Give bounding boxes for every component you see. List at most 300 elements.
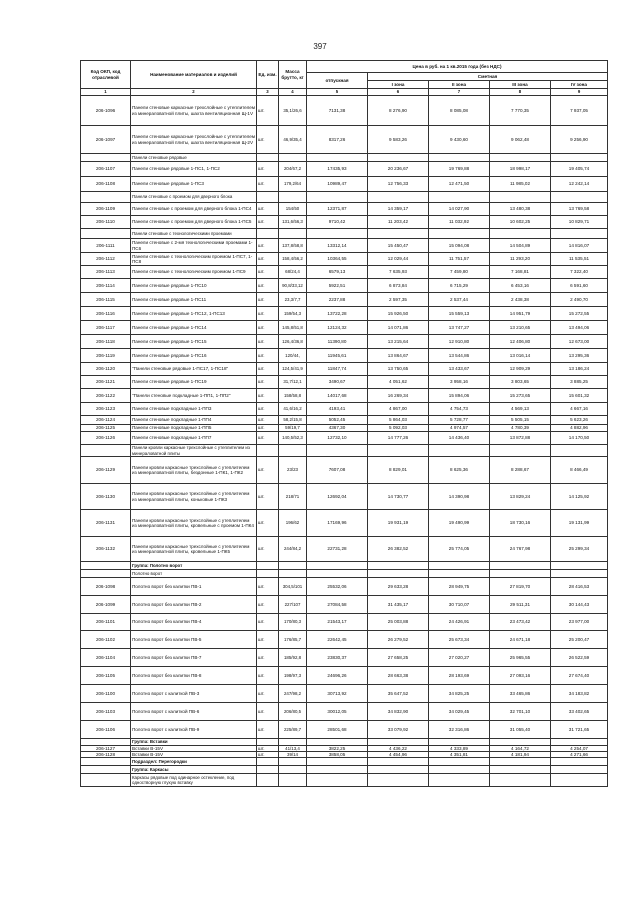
item-name: Панели кровли каркасные трехслойные с утеплителем из минераловатной плиты, коньковые 1-ПК3 [131, 484, 257, 510]
release-price: 7131,38 [307, 96, 368, 126]
item-mass: 35,1/26,6 [279, 96, 307, 126]
release-price: 17435,93 [307, 162, 368, 177]
zone2-price: 11 032,92 [429, 216, 490, 229]
item-code: 206-1113 [81, 266, 131, 279]
table-row [81, 363, 608, 376]
group-row [81, 739, 608, 746]
zone1-price: 14 730,77 [368, 484, 429, 510]
column-number: 9 [551, 89, 608, 96]
empty-cell [490, 445, 551, 457]
table-row [81, 685, 608, 703]
item-unit: шт. [257, 363, 279, 376]
group-row [81, 192, 608, 203]
column-number: 6 [368, 89, 429, 96]
item-unit: шт. [257, 253, 279, 266]
release-price: 5052,45 [307, 416, 368, 425]
zone3-price: 2 438,38 [490, 293, 551, 307]
header-price: Цена в руб. на 1 кв.2015 года (без НДС) [307, 61, 608, 73]
empty-cell [368, 739, 429, 746]
group-title: Полотно ворот [131, 570, 257, 578]
zone2-price: 15 094,08 [429, 239, 490, 253]
group-code-cell [81, 774, 131, 787]
table-body [81, 96, 608, 787]
item-name: Панели стеновые подкладные 1-ПП5 [131, 425, 257, 432]
empty-cell [490, 192, 551, 203]
zone2-price: 5 728,77 [429, 416, 490, 425]
item-mass: 131,6/56,3 [279, 216, 307, 229]
release-price: 3858,05 [307, 752, 368, 758]
item-name: Вставки В-15V [131, 752, 257, 758]
item-unit: шт. [257, 685, 279, 703]
release-price: 7607,08 [307, 457, 368, 484]
release-price: 28501,68 [307, 721, 368, 739]
table-row [81, 596, 608, 614]
item-mass: 126,4/36,8 [279, 335, 307, 349]
column-number: 7 [429, 89, 490, 96]
empty-cell [368, 570, 429, 578]
item-name: Панели стеновые с 2-мя технологическими проемами 1-ПС6 [131, 239, 257, 253]
item-code: 206-1108 [81, 177, 131, 192]
item-name: Панели стеновые каркасные трехслойные с утеплителем из минераловатной плиты, шахта вентиляционная Щ-2V [131, 126, 257, 154]
empty-cell [429, 445, 490, 457]
item-unit: шт. [257, 425, 279, 432]
item-code: 206-1125 [81, 425, 131, 432]
zone3-price: 8 288,67 [490, 457, 551, 484]
empty-cell [429, 229, 490, 239]
item-mass: 158,4/56,2 [279, 253, 307, 266]
zone3-price: 15 273,65 [490, 389, 551, 403]
zone1-price: 29 633,28 [368, 578, 429, 596]
release-price: 9710,42 [307, 216, 368, 229]
release-price: 13312,14 [307, 239, 368, 253]
zone3-price: 12 406,80 [490, 335, 551, 349]
zone1-price: 4 454,96 [368, 752, 429, 758]
group-row [81, 758, 608, 766]
zone3-price: 9 062,48 [490, 126, 551, 154]
group-row [81, 229, 608, 239]
zone1-price: 4 867,00 [368, 403, 429, 416]
release-price: 4193,41 [307, 403, 368, 416]
empty-cell [490, 766, 551, 774]
zone3-price: 29 511,31 [490, 596, 551, 614]
release-price: 11390,80 [307, 335, 368, 349]
zone4-price: 12 673,00 [551, 335, 608, 349]
release-price: 24696,26 [307, 667, 368, 685]
zone3-price: 12 909,29 [490, 363, 551, 376]
item-unit: шт. [257, 537, 279, 562]
page-number: 397 [313, 42, 327, 51]
item-name: Панели стеновые рядовые 1-ПС11 [131, 293, 257, 307]
empty-cell [429, 570, 490, 578]
item-code: 206-1128 [81, 752, 131, 758]
item-code: 206-1130 [81, 484, 131, 510]
release-price: 11847,74 [307, 363, 368, 376]
empty-cell [551, 766, 608, 774]
release-price: 30713,92 [307, 685, 368, 703]
zone3-price: 11 293,20 [490, 253, 551, 266]
item-name: Панели стеновые рядовые 1-ПС12, 1-ПС13 [131, 307, 257, 321]
zone4-price: 13 295,36 [551, 349, 608, 363]
header-zone2: II зона [429, 81, 490, 89]
item-mass: 41,6/16,2 [279, 403, 307, 416]
empty-cell [279, 229, 307, 239]
empty-cell [490, 774, 551, 787]
item-unit: шт. [257, 293, 279, 307]
price-table [80, 60, 608, 787]
item-code: 206-1124 [81, 416, 131, 425]
table-row [81, 335, 608, 349]
item-mass: 124,5/41,9 [279, 363, 307, 376]
item-unit: шт. [257, 703, 279, 721]
table-row [81, 432, 608, 445]
table-header [81, 61, 608, 96]
empty-cell [368, 445, 429, 457]
zone2-price: 19 490,99 [429, 510, 490, 537]
empty-cell [490, 562, 551, 570]
zone4-price: 34 183,82 [551, 685, 608, 703]
zone1-price: 31 435,17 [368, 596, 429, 614]
empty-cell [279, 739, 307, 746]
zone3-price: 13 872,88 [490, 432, 551, 445]
empty-cell [279, 445, 307, 457]
zone3-price: 18 730,16 [490, 510, 551, 537]
table-row [81, 239, 608, 253]
zone4-price: 2 490,70 [551, 293, 608, 307]
item-name: Вставки В-15V [131, 746, 257, 752]
zone4-price: 28 416,53 [551, 578, 608, 596]
zone4-price: 7 322,40 [551, 266, 608, 279]
zone2-price: 14 436,40 [429, 432, 490, 445]
item-code: 206-1123 [81, 403, 131, 416]
zone1-price: 13 215,64 [368, 335, 429, 349]
zone2-price: 4 754,73 [429, 403, 490, 416]
item-code: 206-1127 [81, 746, 131, 752]
empty-cell [307, 229, 368, 239]
zone4-price: 19 405,74 [551, 162, 608, 177]
release-price: 25532,06 [307, 578, 368, 596]
release-price: 12692,04 [307, 484, 368, 510]
zone3-price: 23 473,42 [490, 614, 551, 631]
empty-cell [307, 766, 368, 774]
zone2-price: 8 085,08 [429, 96, 490, 126]
item-name: Панели стеновые рядовые 1-ПС15 [131, 335, 257, 349]
zone2-price: 12 910,80 [429, 335, 490, 349]
table-row [81, 631, 608, 649]
item-mass: 41/13,4 [279, 746, 307, 752]
zone4-price: 30 144,43 [551, 596, 608, 614]
group-code-cell [81, 570, 131, 578]
item-unit: шт. [257, 721, 279, 739]
item-name: Панели стеновые с проемом для дверного блока 1-ПС4 [131, 203, 257, 216]
table-row [81, 703, 608, 721]
item-name: Панели кровли каркасные трехслойные с утеплителем из минераловатной плиты, кровельные с проемом 1-ПК4 [131, 510, 257, 537]
zone1-price: 11 203,42 [368, 216, 429, 229]
item-mass: 176/85,7 [279, 631, 307, 649]
item-name: Панели стеновые рядовые 1-ПС14 [131, 321, 257, 335]
item-unit: шт. [257, 239, 279, 253]
item-name: "Панели стеновые рядовые 1-ПС17, 1-ПС18" [131, 363, 257, 376]
empty-cell [257, 758, 279, 766]
group-title: Группа: Полотно ворот [131, 562, 257, 570]
release-price: 22642,45 [307, 631, 368, 649]
zone1-price: 16 269,34 [368, 389, 429, 403]
empty-cell [429, 562, 490, 570]
group-title: Панели кровли каркасные трехслойные с утеплителем из минераловатной плиты [131, 445, 257, 457]
zone3-price: 25 965,55 [490, 649, 551, 667]
zone2-price: 2 537,44 [429, 293, 490, 307]
item-mass: 304,5/101 [279, 578, 307, 596]
release-price: 23830,37 [307, 649, 368, 667]
group-title: Группа: Вставки [131, 739, 257, 746]
empty-cell [429, 774, 490, 787]
empty-cell [257, 192, 279, 203]
zone2-price: 34 825,25 [429, 685, 490, 703]
zone4-price: 13 769,58 [551, 203, 608, 216]
zone4-price: 6 591,60 [551, 279, 608, 293]
group-code-cell [81, 766, 131, 774]
zone3-price: 4 164,72 [490, 746, 551, 752]
zone1-price: 13 864,67 [368, 349, 429, 363]
item-mass: 158/58,8 [279, 389, 307, 403]
zone4-price: 33 402,65 [551, 703, 608, 721]
zone1-price: 20 236,67 [368, 162, 429, 177]
item-code: 206-1121 [81, 376, 131, 389]
zone4-price: 31 721,65 [551, 721, 608, 739]
zone3-price: 14 504,89 [490, 239, 551, 253]
zone2-price: 19 769,88 [429, 162, 490, 177]
empty-cell [307, 192, 368, 203]
item-name: Полотно ворот без калитки ПВ-2 [131, 596, 257, 614]
group-code-cell [81, 562, 131, 570]
empty-cell [551, 739, 608, 746]
item-name: Панели кровли каркасные трехслойные с утеплителем из минераловатной плиты, бездонные 1-ПК1, 1-ПК2 [131, 457, 257, 484]
item-unit: шт. [257, 457, 279, 484]
item-unit: шт. [257, 578, 279, 596]
table-row [81, 721, 608, 739]
item-mass: 39/14 [279, 752, 307, 758]
zone1-price: 8 276,90 [368, 96, 429, 126]
zone2-price: 27 020,27 [429, 649, 490, 667]
zone3-price: 31 055,40 [490, 721, 551, 739]
empty-cell [551, 562, 608, 570]
item-mass: 137,8/58,8 [279, 239, 307, 253]
zone4-price: 25 299,34 [551, 537, 608, 562]
empty-cell [429, 192, 490, 203]
empty-cell [257, 229, 279, 239]
item-name: Полотно ворот без калитки ПВ-5 [131, 631, 257, 649]
release-price: 17169,96 [307, 510, 368, 537]
item-code: 206-1104 [81, 649, 131, 667]
table-row [81, 649, 608, 667]
empty-cell [490, 229, 551, 239]
item-unit: шт. [257, 667, 279, 685]
release-price: 12371,87 [307, 203, 368, 216]
zone4-price: 12 242,14 [551, 177, 608, 192]
item-code: 206-1099 [81, 596, 131, 614]
zone3-price: 13 829,24 [490, 484, 551, 510]
group-code-cell [81, 192, 131, 203]
zone2-price: 4 333,89 [429, 746, 490, 752]
item-code: 206-1114 [81, 279, 131, 293]
release-price: 2237,88 [307, 293, 368, 307]
zone4-price: 15 272,55 [551, 307, 608, 321]
item-mass: 159/54,3 [279, 307, 307, 321]
zone1-price: 28 663,38 [368, 667, 429, 685]
item-code: 206-1118 [81, 335, 131, 349]
item-unit: шт. [257, 203, 279, 216]
empty-cell [429, 766, 490, 774]
item-name: Панели кровли каркасные трехслойные с утеплителем из минераловатной плиты, кровельные 1-ПК5 [131, 537, 257, 562]
item-unit: шт. [257, 376, 279, 389]
empty-cell [490, 739, 551, 746]
zone4-price: 11 535,51 [551, 253, 608, 266]
group-title: Панели стеновые с технологическими проемами [131, 229, 257, 239]
item-name: Панели стеновые рядовые 1-ПС16 [131, 349, 257, 363]
table-row [81, 614, 608, 631]
release-price: 8317,26 [307, 126, 368, 154]
zone1-price: 5 864,03 [368, 416, 429, 425]
empty-cell [368, 192, 429, 203]
zone2-price: 8 625,36 [429, 457, 490, 484]
item-name: Панели стеновые подкладные 1-ПП4 [131, 416, 257, 425]
zone1-price: 33 079,92 [368, 721, 429, 739]
table-row [81, 253, 608, 266]
item-code: 206-1096 [81, 96, 131, 126]
zone3-price: 14 951,79 [490, 307, 551, 321]
item-unit: шт. [257, 162, 279, 177]
group-row [81, 570, 608, 578]
zone2-price: 3 958,16 [429, 376, 490, 389]
zone3-price: 10 602,25 [490, 216, 551, 229]
release-price: 10364,55 [307, 253, 368, 266]
release-price: 30012,05 [307, 703, 368, 721]
zone2-price: 34 029,45 [429, 703, 490, 721]
zone2-price: 30 710,07 [429, 596, 490, 614]
column-number: 3 [257, 89, 279, 96]
item-code: 206-1100 [81, 685, 131, 703]
empty-cell [257, 154, 279, 162]
item-unit: шт. [257, 349, 279, 363]
item-name: Панели стеновые с технологическим проемом 1-ПС7, 1-ПС8 [131, 253, 257, 266]
release-price: 12732,10 [307, 432, 368, 445]
item-name: Полотно ворот без калитки ПВ-7 [131, 649, 257, 667]
item-mass: 244/84,2 [279, 537, 307, 562]
zone3-price: 33 465,86 [490, 685, 551, 703]
item-code: 206-1115 [81, 293, 131, 307]
empty-cell [279, 562, 307, 570]
zone4-price: 13 186,24 [551, 363, 608, 376]
item-mass: 179,2/64 [279, 177, 307, 192]
group-row [81, 766, 608, 774]
zone1-price: 15 450,47 [368, 239, 429, 253]
item-mass: 90,8/33,12 [279, 279, 307, 293]
item-code: 206-1098 [81, 578, 131, 596]
zone2-price: 12 471,50 [429, 177, 490, 192]
release-price: 6579,13 [307, 266, 368, 279]
header-unit: Ед. изм. [257, 61, 279, 89]
item-code: 206-1109 [81, 203, 131, 216]
empty-cell [368, 154, 429, 162]
zone2-price: 4 351,81 [429, 752, 490, 758]
zone1-price: 8 829,01 [368, 457, 429, 484]
item-unit: шт. [257, 596, 279, 614]
item-name: Полотно ворот без калитки ПВ-4 [131, 614, 257, 631]
item-name: Панели стеновые подкладные 1-ПП7 [131, 432, 257, 445]
item-mass: 227/107 [279, 596, 307, 614]
zone4-price: 5 623,26 [551, 416, 608, 425]
item-code: 206-1129 [81, 457, 131, 484]
item-code: 206-1101 [81, 614, 131, 631]
item-name: Панели стеновые с проемом для дверного блока 1-ПС5 [131, 216, 257, 229]
zone2-price: 15 559,13 [429, 307, 490, 321]
table-row [81, 389, 608, 403]
empty-cell [307, 562, 368, 570]
item-mass: 218/71 [279, 484, 307, 510]
item-mass: 154/50 [279, 203, 307, 216]
zone1-price: 13 750,65 [368, 363, 429, 376]
zone4-price: 19 131,99 [551, 510, 608, 537]
zone3-price: 18 998,17 [490, 162, 551, 177]
table-row [81, 667, 608, 685]
header-name: Наименование материалов и изделий [131, 61, 257, 89]
empty-cell [551, 192, 608, 203]
empty-cell [490, 154, 551, 162]
item-name: Панели стеновые подкладные 1-ПП3 [131, 403, 257, 416]
zone2-price: 28 193,69 [429, 667, 490, 685]
table-row [81, 216, 608, 229]
zone1-price: 14 359,17 [368, 203, 429, 216]
item-unit: шт. [257, 432, 279, 445]
release-price: 11945,61 [307, 349, 368, 363]
column-number: 1 [81, 89, 131, 96]
zone4-price: 23 977,00 [551, 614, 608, 631]
release-price: 3490,67 [307, 376, 368, 389]
column-number: 4 [279, 89, 307, 96]
release-price: 10989,47 [307, 177, 368, 192]
zone2-price: 14 027,90 [429, 203, 490, 216]
empty-cell [257, 562, 279, 570]
empty-cell [279, 192, 307, 203]
empty-cell [368, 562, 429, 570]
zone1-price: 27 658,25 [368, 649, 429, 667]
item-unit: шт. [257, 177, 279, 192]
empty-cell [551, 229, 608, 239]
item-mass: 204/67,2 [279, 162, 307, 177]
table-row [81, 203, 608, 216]
table-row [81, 746, 608, 752]
release-price: 14017,68 [307, 389, 368, 403]
empty-cell [429, 758, 490, 766]
empty-cell [257, 739, 279, 746]
zone4-price: 3 885,25 [551, 376, 608, 389]
group-title: Каркасы рядовые под одинарное остекление, под одностворную глухую вставку [131, 774, 257, 787]
group-title: Группа: Каркасы [131, 766, 257, 774]
zone1-price: 6 873,84 [368, 279, 429, 293]
item-code: 206-1131 [81, 510, 131, 537]
zone2-price: 24 426,91 [429, 614, 490, 631]
group-code-cell [81, 154, 131, 162]
release-price: 5922,51 [307, 279, 368, 293]
zone4-price: 7 937,05 [551, 96, 608, 126]
zone1-price: 4 051,62 [368, 376, 429, 389]
item-mass: 145,8/51,8 [279, 321, 307, 335]
item-mass: 23,3/7,7 [279, 293, 307, 307]
table-row [81, 376, 608, 389]
column-number: 8 [490, 89, 551, 96]
empty-cell [257, 774, 279, 787]
zone2-price: 13 544,86 [429, 349, 490, 363]
empty-cell [307, 774, 368, 787]
